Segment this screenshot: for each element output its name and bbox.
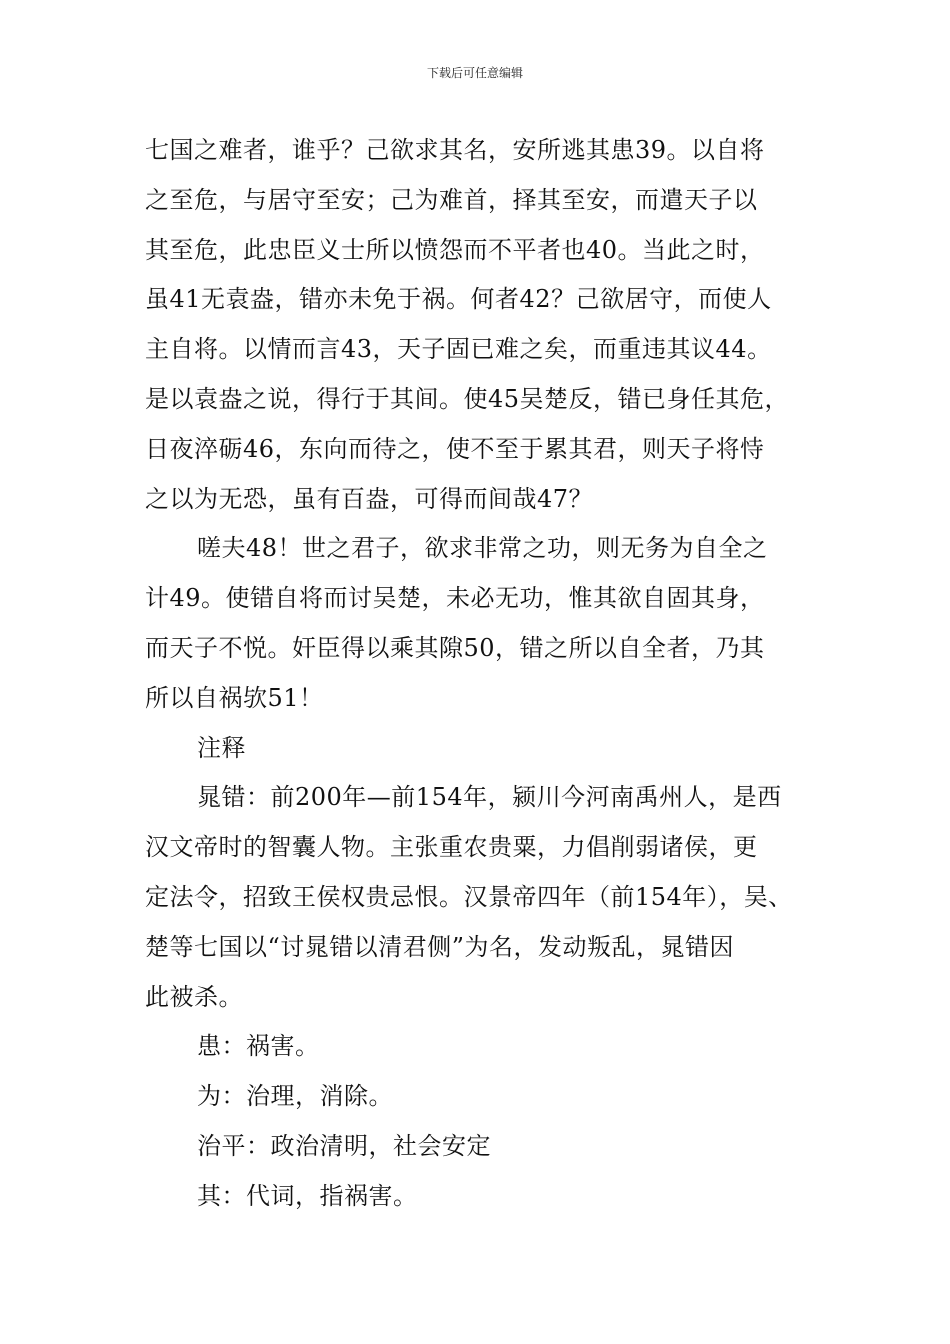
note-entry-line: 其：代词，指祸害。 xyxy=(197,1181,418,1210)
notes-heading: 注释 xyxy=(197,733,246,762)
paragraph-start-line: 嗟夫48！世之君子，欲求非常之功，则无务为自全之 xyxy=(197,534,768,563)
text-line: 之以为无恐，虽有百盎，可得而间哉47？ xyxy=(145,484,594,513)
text-line: 所以自祸欤51！ xyxy=(145,683,324,712)
text-line: 此被杀。 xyxy=(145,982,243,1011)
note-entry-line: 患：祸害。 xyxy=(197,1032,320,1061)
text-line: 计49。使错自将而讨吴楚，未必无功，惟其欲自固其身， xyxy=(145,584,765,613)
text-line: 汉文帝时的智囊人物。主张重农贵粟，力倡削弱诸侯，更 xyxy=(145,833,758,862)
text-line: 之至危，与居守至安；己为难首，择其至安，而遣天子以 xyxy=(145,185,758,214)
note-entry-line: 治平：政治清明，社会安定 xyxy=(197,1131,491,1160)
text-line: 楚等七国以“讨晁错以清君侧”为名，发动叛乱，晁错因 xyxy=(145,932,735,961)
note-entry-line: 晁错：前200年—前154年，颍川今河南禹州人，是西 xyxy=(197,783,782,812)
text-line: 日夜淬砺46，东向而待之，使不至于累其君，则天子将恃 xyxy=(145,434,765,463)
text-line: 而天子不悦。奸臣得以乘其隙50，错之所以自全者，乃其 xyxy=(145,633,765,662)
text-line: 定法令，招致王侯权贵忌恨。汉景帝四年（前154年），吴、 xyxy=(145,882,793,911)
text-line: 虽41无袁盎，错亦未免于祸。何者42？己欲居守，而使人 xyxy=(145,285,772,314)
note-entry-line: 为：治理，消除。 xyxy=(197,1082,393,1111)
text-line: 主自将。以情而言43，天子固已难之矣，而重违其议44。 xyxy=(145,335,772,364)
text-line: 是以袁盎之说，得行于其间。使45吴楚反，错已身任其危， xyxy=(145,384,790,413)
page-header: 下载后可任意编辑 xyxy=(426,66,523,80)
text-line: 七国之难者，谁乎？己欲求其名，安所逃其患39。以自将 xyxy=(145,136,765,164)
document-body xyxy=(145,126,815,1222)
text-line: 其至危，此忠臣义士所以愤怨而不平者也40。当此之时， xyxy=(145,235,765,264)
